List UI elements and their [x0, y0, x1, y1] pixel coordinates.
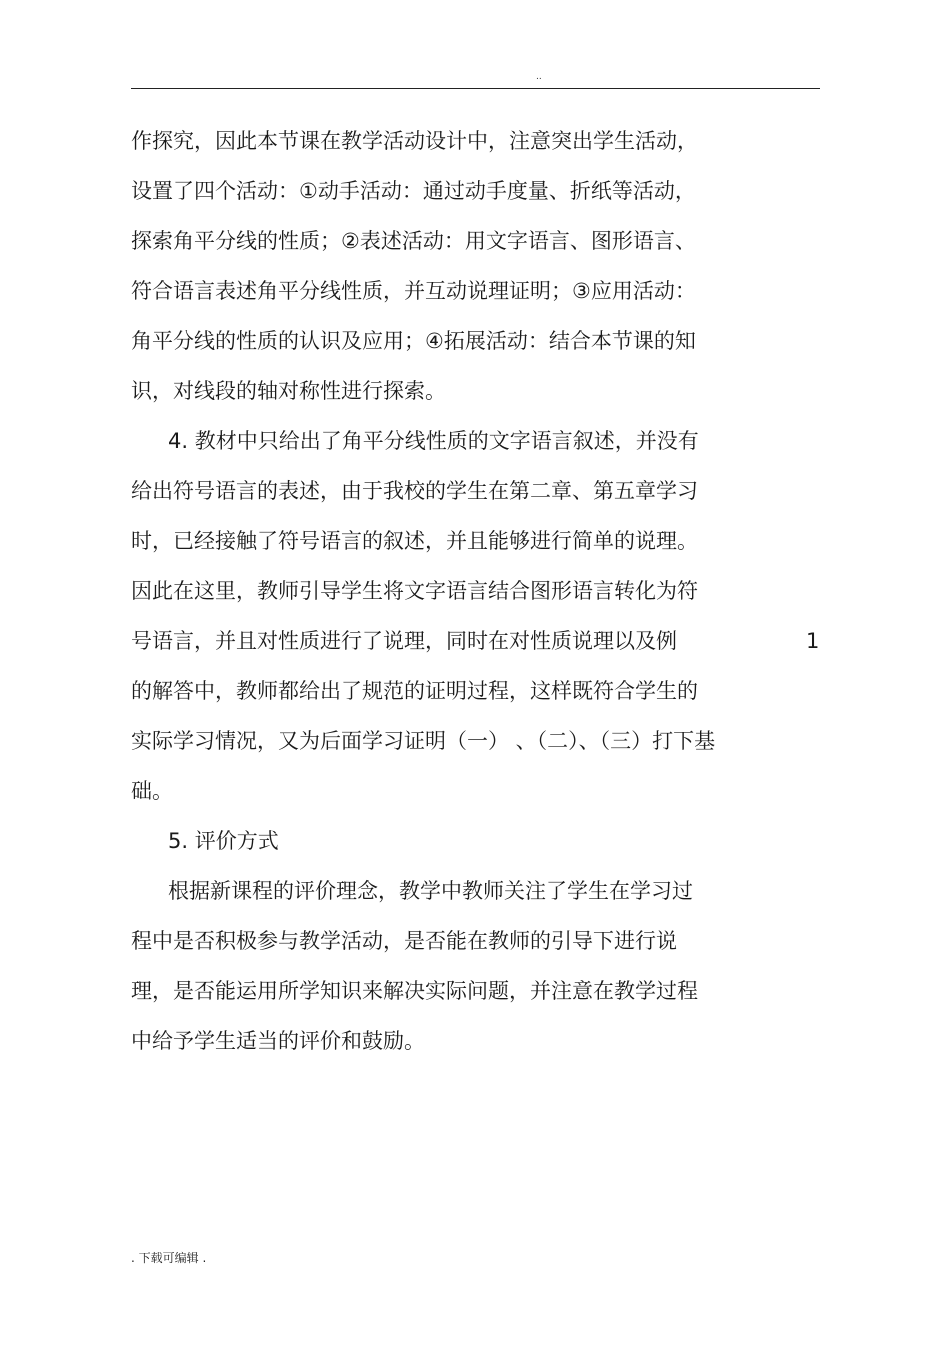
body-line: 给出符号语言的表述，由于我校的学生在第二章、第五章学习	[131, 479, 698, 503]
body-line: 识，对线段的轴对称性进行探索。	[131, 379, 446, 403]
margin-number: 1	[806, 629, 820, 653]
body-line: 中给予学生适当的评价和鼓励。	[131, 1029, 425, 1053]
body-line: 理，是否能运用所学知识来解决实际问题，并注意在教学过程	[131, 979, 698, 1003]
header-rule	[131, 88, 820, 89]
body-line: 实际学习情况，又为后面学习证明（一） 、（二）、（三）打下基	[131, 729, 716, 753]
body-line: 符合语言表述角平分线性质，并互动说理证明；③应用活动：	[131, 279, 696, 303]
body-line: 程中是否积极参与教学活动，是否能在教师的引导下进行说	[131, 929, 677, 953]
body-line: 时，已经接触了符号语言的叙述，并且能够进行简单的说理。	[131, 529, 698, 553]
body-line: 根据新课程的评价理念，教学中教师关注了学生在学习过	[168, 879, 693, 903]
body-line: 角平分线的性质的认识及应用；④拓展活动：结合本节课的知	[131, 329, 696, 353]
page-footer: . 下载可编辑 .	[131, 1251, 207, 1265]
page-header-mark: ..	[536, 72, 542, 82]
body-line: 4. 教材中只给出了角平分线性质的文字语言叙述，并没有	[168, 429, 699, 453]
body-line: 因此在这里，教师引导学生将文字语言结合图形语言转化为符	[131, 579, 698, 603]
body-line: 的解答中，教师都给出了规范的证明过程，这样既符合学生的	[131, 679, 698, 703]
body-line: 础。	[131, 779, 173, 803]
body-line: 号语言，并且对性质进行了说理，同时在对性质说理以及例	[131, 629, 677, 653]
body-line: 探索角平分线的性质；②表述活动：用文字语言、图形语言、	[131, 229, 696, 253]
body-line: 作探究，因此本节课在教学活动设计中，注意突出学生活动，	[131, 129, 698, 153]
section-heading: 5. 评价方式	[168, 829, 279, 853]
body-line: 设置了四个活动：①动手活动：通过动手度量、折纸等活动，	[131, 179, 696, 203]
